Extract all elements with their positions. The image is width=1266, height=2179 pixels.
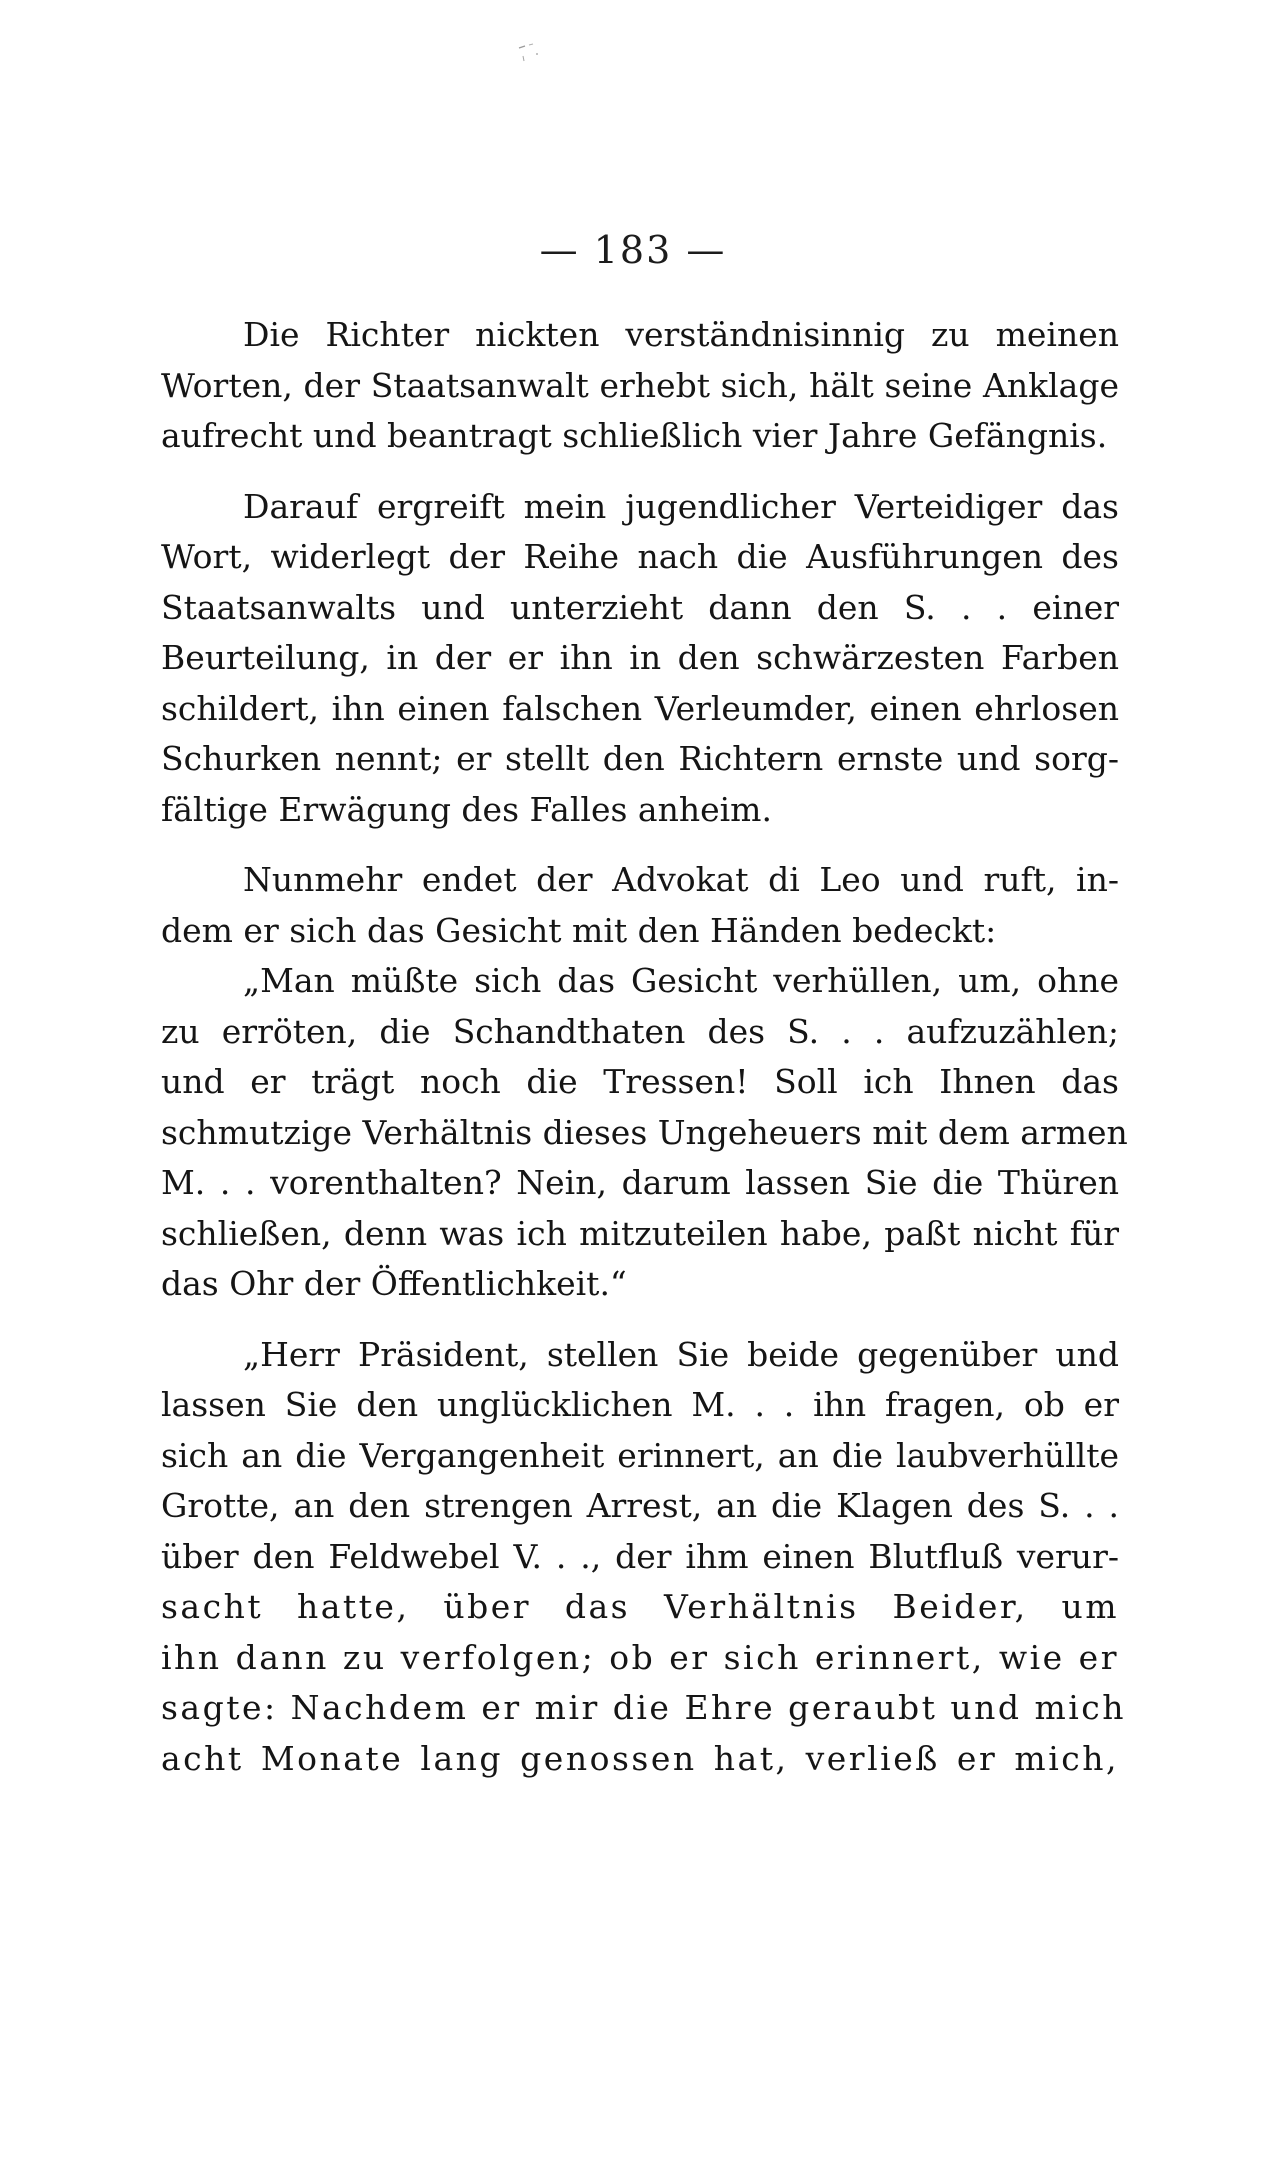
text-line: Die Richter nickten verständnisinnig zu meinen xyxy=(243,315,1119,354)
text-line: sacht hatte, über das Verhältnis Beider, um xyxy=(161,1587,1119,1626)
page-body xyxy=(161,310,1128,1784)
text-line: Beurteilung, in der er ihn in den schwärzesten Farben xyxy=(161,638,1119,677)
paragraph-1 xyxy=(161,310,1119,462)
text-line: das Ohr der Öffentlichkeit.“ xyxy=(161,1264,627,1303)
text-line: über den Feldwebel V. . ., der ihm einen Blutfluß verur- xyxy=(161,1536,1119,1576)
text-line: Staatsanwalts und unterzieht dann den S. . . einer xyxy=(161,587,1119,627)
text-line: schmutzige Verhältnis dieses Ungeheuers mit dem armen xyxy=(161,1112,1128,1152)
text-line: Worten, der Staatsanwalt erhebt sich, hält seine Anklage xyxy=(161,365,1119,405)
paragraph-2 xyxy=(161,482,1119,836)
text-line: sagte: Nachdem er mir die Ehre geraubt und mich xyxy=(161,1688,1127,1727)
text-line: sich an die Vergangenheit erinnert, an die laubverhüllte xyxy=(161,1435,1119,1475)
text-line: Nunmehr endet der Advokat di Leo und ruft, in- xyxy=(243,860,1119,899)
text-line: schließen, denn was ich mitzuteilen habe, paßt nicht für xyxy=(161,1213,1119,1253)
paragraph-3 xyxy=(161,855,1119,956)
paragraph-5-quote xyxy=(161,1330,1127,1785)
page-number: — 183 — xyxy=(539,228,727,272)
text-line: Schurken nennt; er stellt den Richtern ernste und sorg- xyxy=(161,739,1119,778)
text-line: dem er sich das Gesicht mit den Händen bedeckt: xyxy=(161,910,997,950)
text-line: lassen Sie den unglücklichen M. . . ihn fragen, ob er xyxy=(161,1385,1119,1424)
text-line: schildert, ihn einen falschen Verleumder, einen ehrlosen xyxy=(161,688,1119,728)
text-line: Darauf ergreift mein jugendlicher Verteidiger das xyxy=(243,486,1119,526)
text-line: zu erröten, die Schandthaten des S. . . aufzuzählen; xyxy=(161,1011,1119,1051)
text-line: ihn dann zu verfolgen; ob er sich erinnert, wie er xyxy=(161,1637,1119,1677)
text-line: aufrecht und beantragt schließlich vier Jahre Gefängnis. xyxy=(161,416,1108,455)
text-line: M. . . vorenthalten? Nein, darum lassen Sie die Thüren xyxy=(161,1163,1119,1202)
text-line: „Herr Präsident, stellen Sie beide gegenüber und xyxy=(243,1334,1119,1374)
text-line: und er trägt noch die Tressen! Soll ich Ihnen das xyxy=(161,1062,1119,1101)
text-line: fältige Erwägung des Falles anheim. xyxy=(161,789,772,829)
paper-speck-mark xyxy=(515,42,545,64)
paragraph-4-quote xyxy=(161,956,1128,1310)
text-line: acht Monate lang genossen hat, verließ er mich, xyxy=(161,1738,1119,1778)
text-line: Grotte, an den strengen Arrest, an die Klagen des S. . . xyxy=(161,1486,1119,1525)
text-line: Wort, widerlegt der Reihe nach die Ausführungen des xyxy=(161,537,1119,576)
text-line: „Man müßte sich das Gesicht verhüllen, um, ohne xyxy=(243,961,1119,1000)
